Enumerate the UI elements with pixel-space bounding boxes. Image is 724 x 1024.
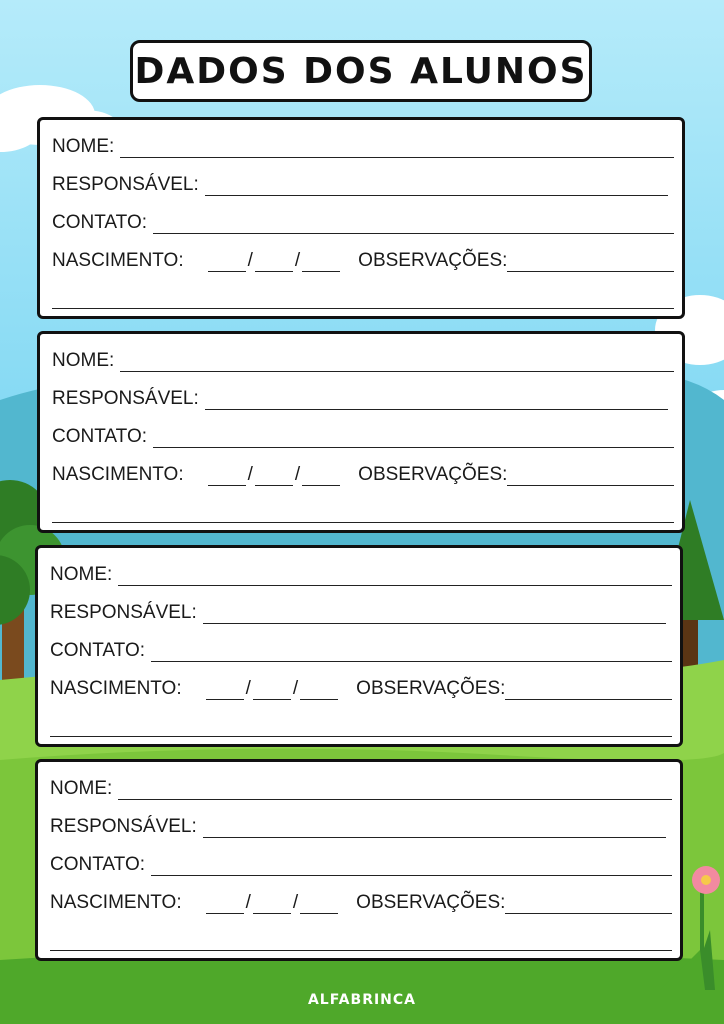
responsavel-label: RESPONSÁVEL: — [50, 602, 197, 623]
contato-label: CONTATO: — [50, 640, 145, 661]
nascimento-day-field[interactable] — [206, 893, 244, 914]
observacoes-field[interactable] — [507, 465, 674, 486]
nome-label: NOME: — [52, 350, 115, 371]
page-title: DADOS DOS ALUNOS — [134, 50, 588, 92]
observacoes-extra-line[interactable] — [52, 308, 674, 309]
observacoes-field[interactable] — [505, 679, 672, 700]
date-slash: / — [247, 464, 253, 485]
nascimento-label: NASCIMENTO: — [50, 678, 182, 699]
observacoes-label: OBSERVAÇÕES: — [358, 250, 508, 271]
contato-field[interactable] — [151, 855, 672, 876]
responsavel-row — [50, 814, 672, 838]
observacoes-label: OBSERVAÇÕES: — [356, 678, 506, 699]
nome-row — [52, 348, 674, 372]
nascimento-row — [50, 676, 672, 700]
nome-row — [52, 134, 674, 158]
observacoes-label: OBSERVAÇÕES: — [358, 464, 508, 485]
responsavel-field[interactable] — [205, 175, 668, 196]
student-card-4 — [35, 759, 683, 961]
responsavel-label: RESPONSÁVEL: — [50, 816, 197, 837]
nascimento-year-field[interactable] — [302, 465, 340, 486]
observacoes-field[interactable] — [507, 251, 674, 272]
date-slash: / — [294, 464, 301, 485]
nome-label: NOME: — [50, 778, 113, 799]
observacoes-field[interactable] — [505, 893, 672, 914]
student-card-3 — [35, 545, 683, 747]
nome-field[interactable] — [120, 137, 674, 158]
nascimento-day-field[interactable] — [206, 679, 244, 700]
student-card-2 — [37, 331, 685, 533]
nascimento-day-field[interactable] — [208, 465, 246, 486]
date-slash: / — [245, 678, 251, 699]
contato-label: CONTATO: — [52, 212, 147, 233]
contato-field[interactable] — [153, 427, 674, 448]
student-card-1 — [37, 117, 685, 319]
brand-footer: ALFABRINCA — [307, 992, 417, 1008]
contato-field[interactable] — [153, 213, 674, 234]
nascimento-month-field[interactable] — [253, 679, 291, 700]
responsavel-row — [52, 386, 674, 410]
contato-row — [50, 638, 672, 662]
observacoes-label: OBSERVAÇÕES: — [356, 892, 506, 913]
nascimento-label: NASCIMENTO: — [52, 464, 184, 485]
responsavel-label: RESPONSÁVEL: — [52, 174, 199, 195]
nascimento-year-field[interactable] — [300, 893, 338, 914]
nascimento-label: NASCIMENTO: — [52, 250, 184, 271]
contato-label: CONTATO: — [50, 854, 145, 875]
nome-row — [50, 776, 672, 800]
nascimento-row — [50, 890, 672, 914]
responsavel-row — [50, 600, 672, 624]
nome-row — [50, 562, 672, 586]
date-slash: / — [292, 678, 299, 699]
responsavel-field[interactable] — [203, 603, 666, 624]
contato-field[interactable] — [151, 641, 672, 662]
responsavel-field[interactable] — [203, 817, 666, 838]
date-slash: / — [294, 250, 301, 271]
responsavel-row — [52, 172, 674, 196]
nascimento-row — [52, 462, 674, 486]
nascimento-month-field[interactable] — [253, 893, 291, 914]
nascimento-row — [52, 248, 674, 272]
observacoes-extra-line[interactable] — [50, 736, 672, 737]
contato-label: CONTATO: — [52, 426, 147, 447]
contato-row — [52, 424, 674, 448]
nascimento-label: NASCIMENTO: — [50, 892, 182, 913]
title-banner — [130, 40, 592, 102]
nome-field[interactable] — [118, 565, 672, 586]
responsavel-field[interactable] — [205, 389, 668, 410]
nascimento-year-field[interactable] — [300, 679, 338, 700]
nascimento-day-field[interactable] — [208, 251, 246, 272]
contato-row — [52, 210, 674, 234]
date-slash: / — [247, 250, 253, 271]
nome-field[interactable] — [118, 779, 672, 800]
nome-label: NOME: — [50, 564, 113, 585]
nascimento-month-field[interactable] — [255, 251, 293, 272]
date-slash: / — [292, 892, 299, 913]
responsavel-label: RESPONSÁVEL: — [52, 388, 199, 409]
nascimento-month-field[interactable] — [255, 465, 293, 486]
nome-field[interactable] — [120, 351, 674, 372]
observacoes-extra-line[interactable] — [50, 950, 672, 951]
contato-row — [50, 852, 672, 876]
observacoes-extra-line[interactable] — [52, 522, 674, 523]
date-slash: / — [245, 892, 251, 913]
nascimento-year-field[interactable] — [302, 251, 340, 272]
nome-label: NOME: — [52, 136, 115, 157]
